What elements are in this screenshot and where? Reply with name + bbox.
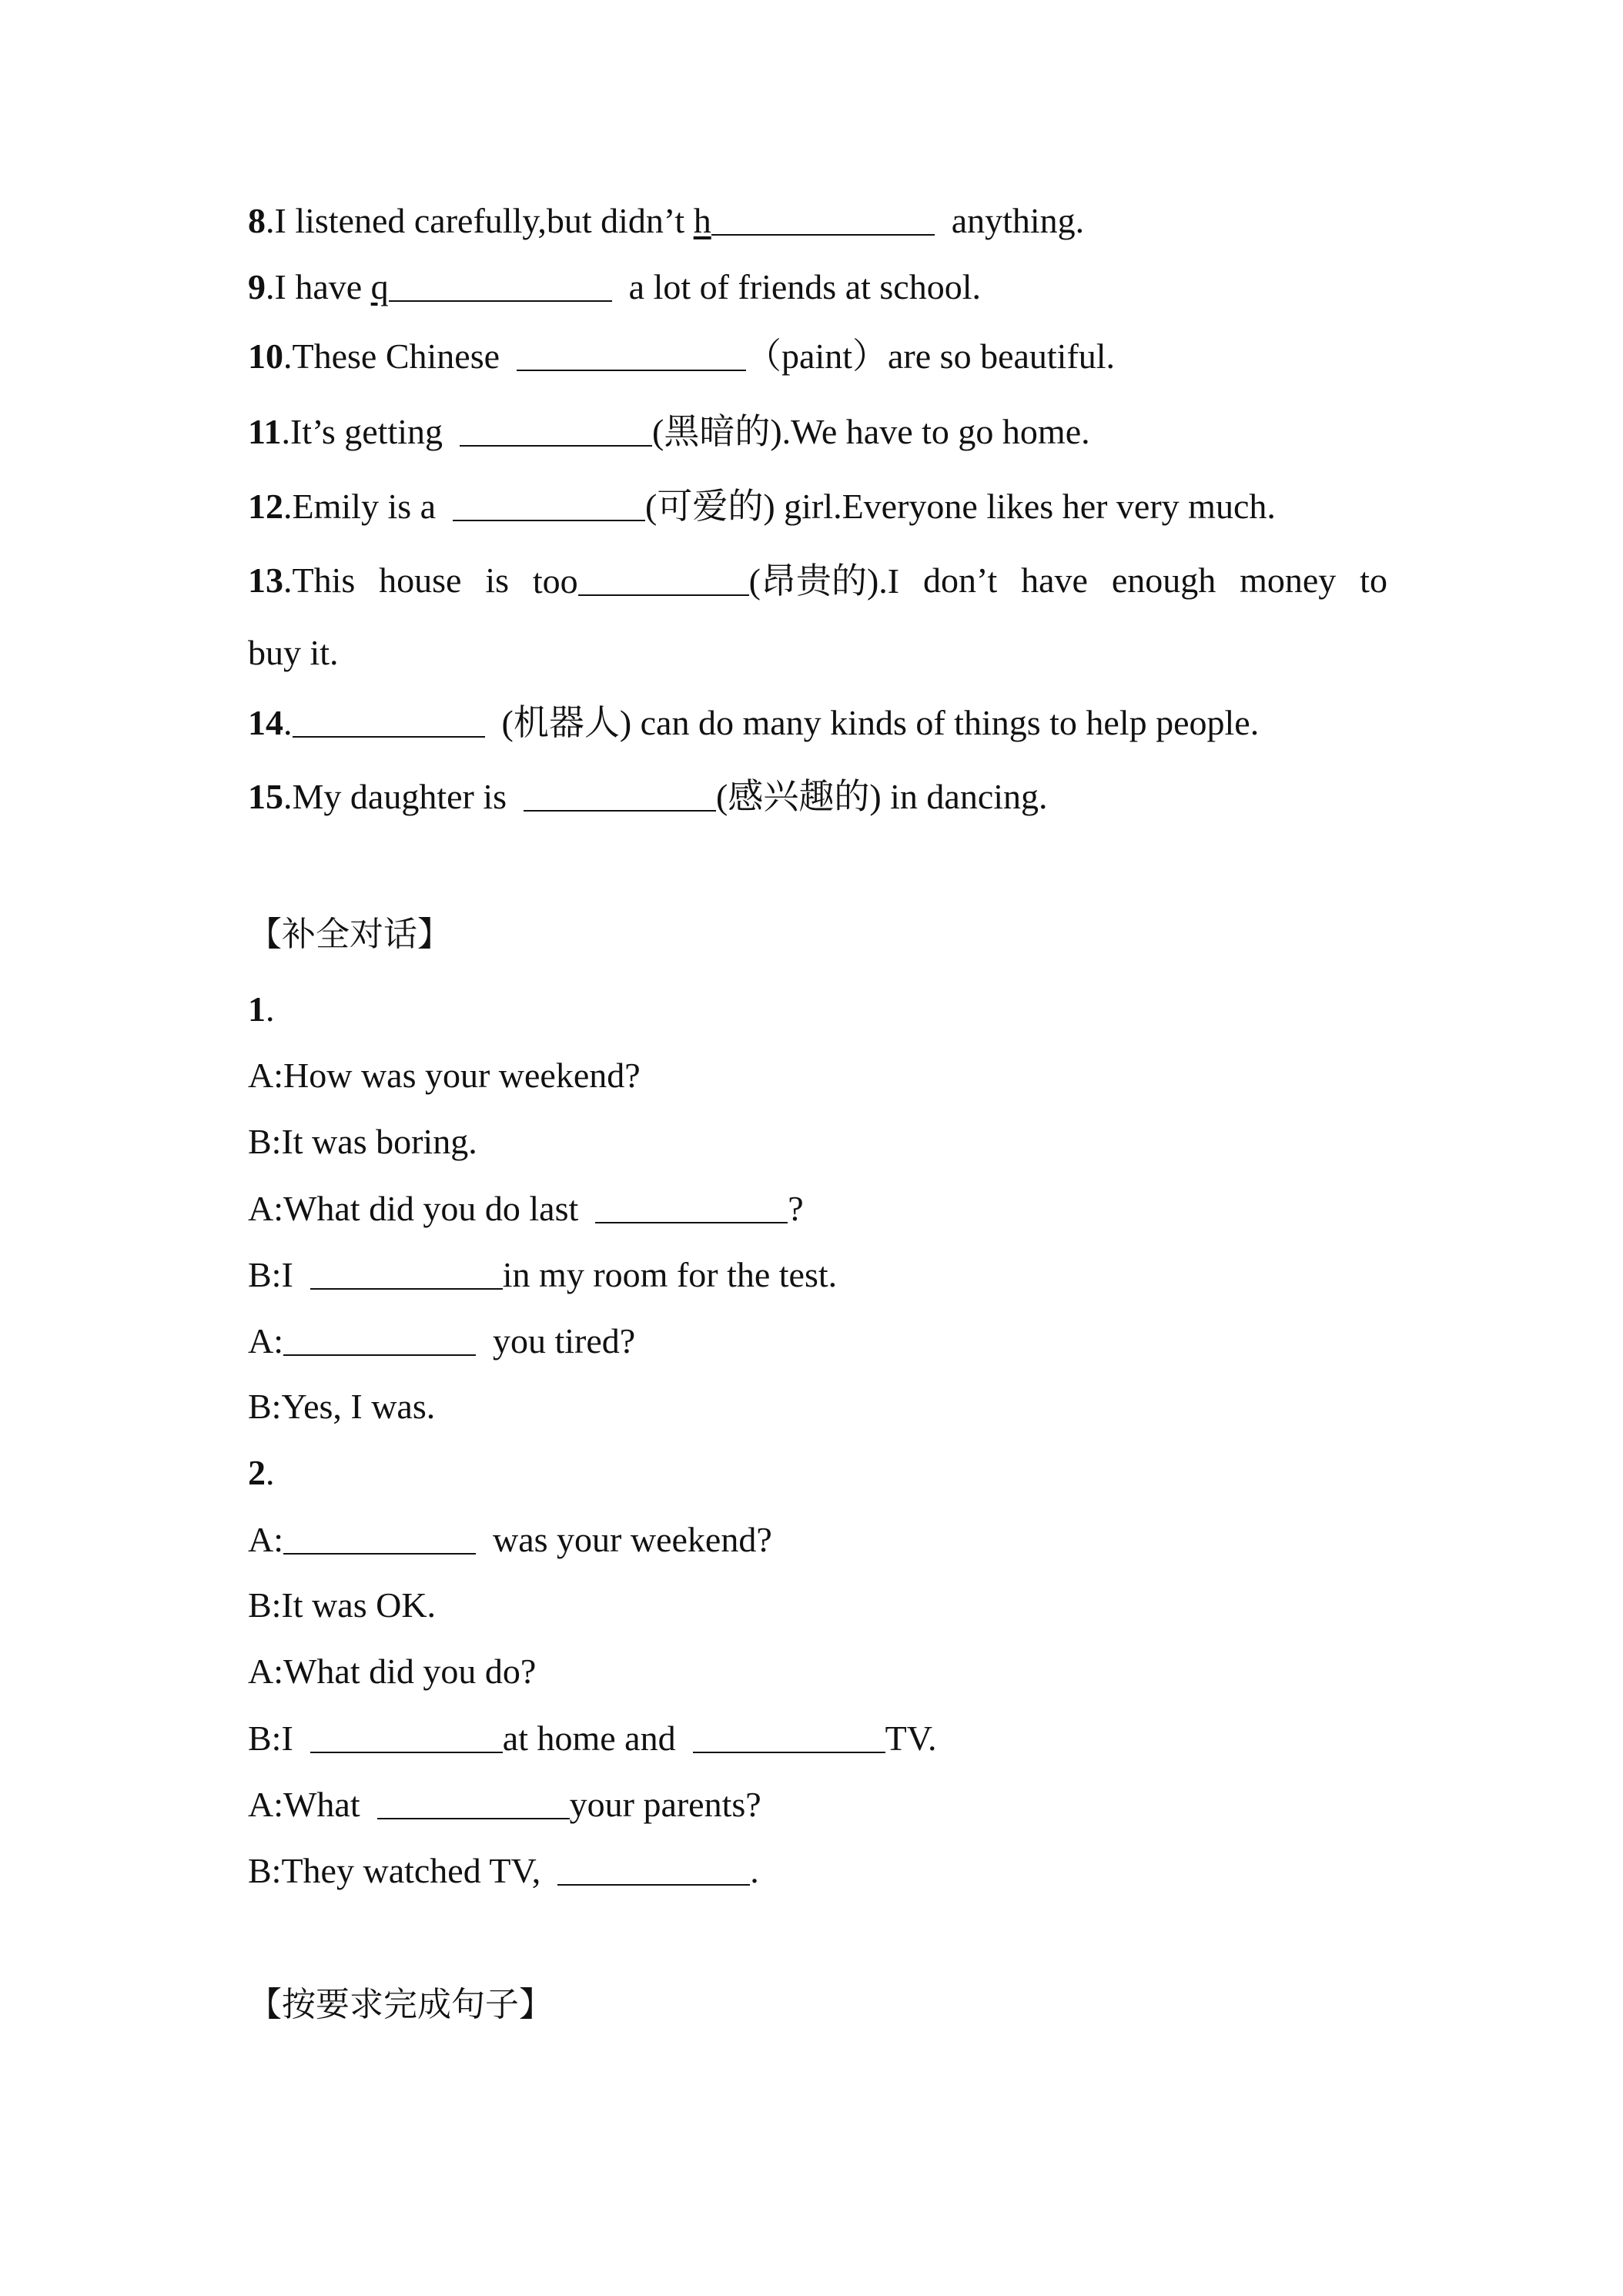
question-word: money: [1240, 561, 1337, 600]
question-number: 11: [248, 412, 282, 451]
answer-blank[interactable]: [389, 268, 612, 302]
question-number: 14: [248, 703, 283, 742]
question-number: 9: [248, 267, 266, 306]
question-text: .Emily is a: [283, 487, 437, 526]
dialogue-text: at home and: [502, 1719, 676, 1758]
question-text: .My daughter is: [283, 777, 507, 816]
question-word: don’t: [922, 561, 998, 600]
question-word: have: [1021, 561, 1088, 600]
answer-blank[interactable]: [524, 778, 716, 812]
question-13-continued: [248, 631, 339, 674]
answer-blank[interactable]: [711, 202, 935, 236]
question-text: a lot of friends at school.: [628, 267, 981, 306]
dialogue-number-dot: .: [266, 1453, 275, 1492]
question-text: .I listened carefully,but didn’t: [266, 201, 694, 240]
dialogue-text: you tired?: [493, 1321, 636, 1361]
section-title-complete-sentences: 【按要求完成句子】: [248, 1985, 553, 2024]
answer-blank[interactable]: [377, 1786, 570, 1819]
dialogue-line: A:How was your weekend?: [248, 1056, 641, 1095]
dialogue-line-with-blank: [248, 1849, 759, 1893]
dialogue-line-with-blank: [248, 1186, 804, 1230]
dialogue-number: 2: [248, 1453, 266, 1492]
answer-blank[interactable]: [283, 1322, 476, 1356]
answer-blank[interactable]: [293, 704, 485, 738]
dialogue-text: was your weekend?: [493, 1520, 772, 1559]
dialogue-text: A:: [248, 1321, 283, 1361]
dialogue-line-with-blank: [248, 1782, 761, 1826]
question-text: anything.: [951, 201, 1085, 240]
letter-hint: q: [370, 267, 389, 306]
answer-blank[interactable]: [460, 413, 652, 447]
letter-hint: h: [693, 201, 711, 240]
answer-blank[interactable]: [578, 562, 749, 596]
answer-blank[interactable]: [310, 1719, 503, 1753]
answer-blank[interactable]: [693, 1719, 885, 1753]
answer-blank[interactable]: [283, 1521, 476, 1555]
dialogue-number-dot: .: [266, 989, 275, 1029]
dialogue-1-number: [248, 988, 275, 1031]
dialogue-text: ?: [788, 1189, 804, 1228]
question-word: to: [1360, 561, 1387, 600]
dialogue-line-with-blank: [248, 1319, 635, 1363]
question-text: .It’s getting: [281, 412, 443, 451]
question-word: (昂贵的).I: [748, 561, 900, 601]
question-14: [248, 701, 1259, 745]
question-text: (感兴趣的) in dancing.: [716, 777, 1048, 816]
question-text: .: [283, 703, 293, 742]
answer-blank[interactable]: [557, 1852, 750, 1886]
question-11: [248, 410, 1090, 454]
dialogue-text: A:What did you do last: [248, 1189, 579, 1228]
question-8: [248, 199, 1084, 243]
question-number: 8: [248, 201, 266, 240]
question-text: (机器人) can do many kinds of things to help people.: [501, 703, 1260, 742]
question-word: enough: [1111, 561, 1216, 600]
question-word: is: [485, 561, 510, 600]
answer-blank[interactable]: [595, 1190, 788, 1223]
question-word: house: [379, 561, 462, 600]
question-number: 13: [248, 561, 283, 600]
dialogue-line: B:It was boring.: [248, 1122, 477, 1161]
section-title-dialogue: 【补全对话】: [248, 915, 451, 954]
question-13: [248, 559, 1387, 603]
question-9: [248, 265, 981, 309]
dialogue-line: A:What did you do?: [248, 1652, 537, 1691]
answer-blank[interactable]: [453, 487, 645, 521]
dialogue-text: TV.: [885, 1719, 937, 1758]
question-text: buy it.: [248, 633, 339, 672]
question-word: too: [532, 561, 578, 601]
dialogue-text: A:What: [248, 1785, 360, 1824]
question-13-start: [248, 559, 355, 603]
question-number: 15: [248, 777, 283, 816]
question-12: [248, 484, 1276, 528]
question-text: （paint）are so beautiful.: [746, 336, 1116, 376]
dialogue-line-with-blank: [248, 1518, 772, 1561]
dialogue-text: .: [750, 1851, 759, 1890]
dialogue-2-number: [248, 1451, 275, 1494]
question-number: 12: [248, 487, 283, 526]
question-text: (黑暗的).We have to go home.: [652, 412, 1090, 451]
question-15: [248, 775, 1048, 818]
dialogue-text: in my room for the test.: [502, 1255, 838, 1294]
dialogue-text: your parents?: [569, 1785, 761, 1824]
dialogue-text: B:They watched TV,: [248, 1851, 541, 1890]
question-text: .I have: [266, 267, 371, 306]
dialogue-line: B:It was OK.: [248, 1585, 437, 1625]
dialogue-line-with-blanks: [248, 1716, 936, 1760]
question-number: 10: [248, 336, 283, 376]
question-word: .This: [283, 561, 356, 600]
dialogue-text: A:: [248, 1520, 283, 1559]
answer-blank[interactable]: [517, 337, 746, 371]
question-text: (可爱的) girl.Everyone likes her very much.: [645, 487, 1276, 526]
dialogue-text: B:I: [248, 1719, 293, 1758]
answer-blank[interactable]: [310, 1256, 503, 1290]
question-13-blank-group: [533, 559, 899, 603]
dialogue-line: B:Yes, I was.: [248, 1387, 436, 1426]
question-text: .These Chinese: [283, 336, 500, 376]
dialogue-text: B:I: [248, 1255, 293, 1294]
dialogue-number: 1: [248, 989, 266, 1029]
question-10: [248, 334, 1115, 378]
dialogue-line-with-blank: [248, 1253, 837, 1297]
